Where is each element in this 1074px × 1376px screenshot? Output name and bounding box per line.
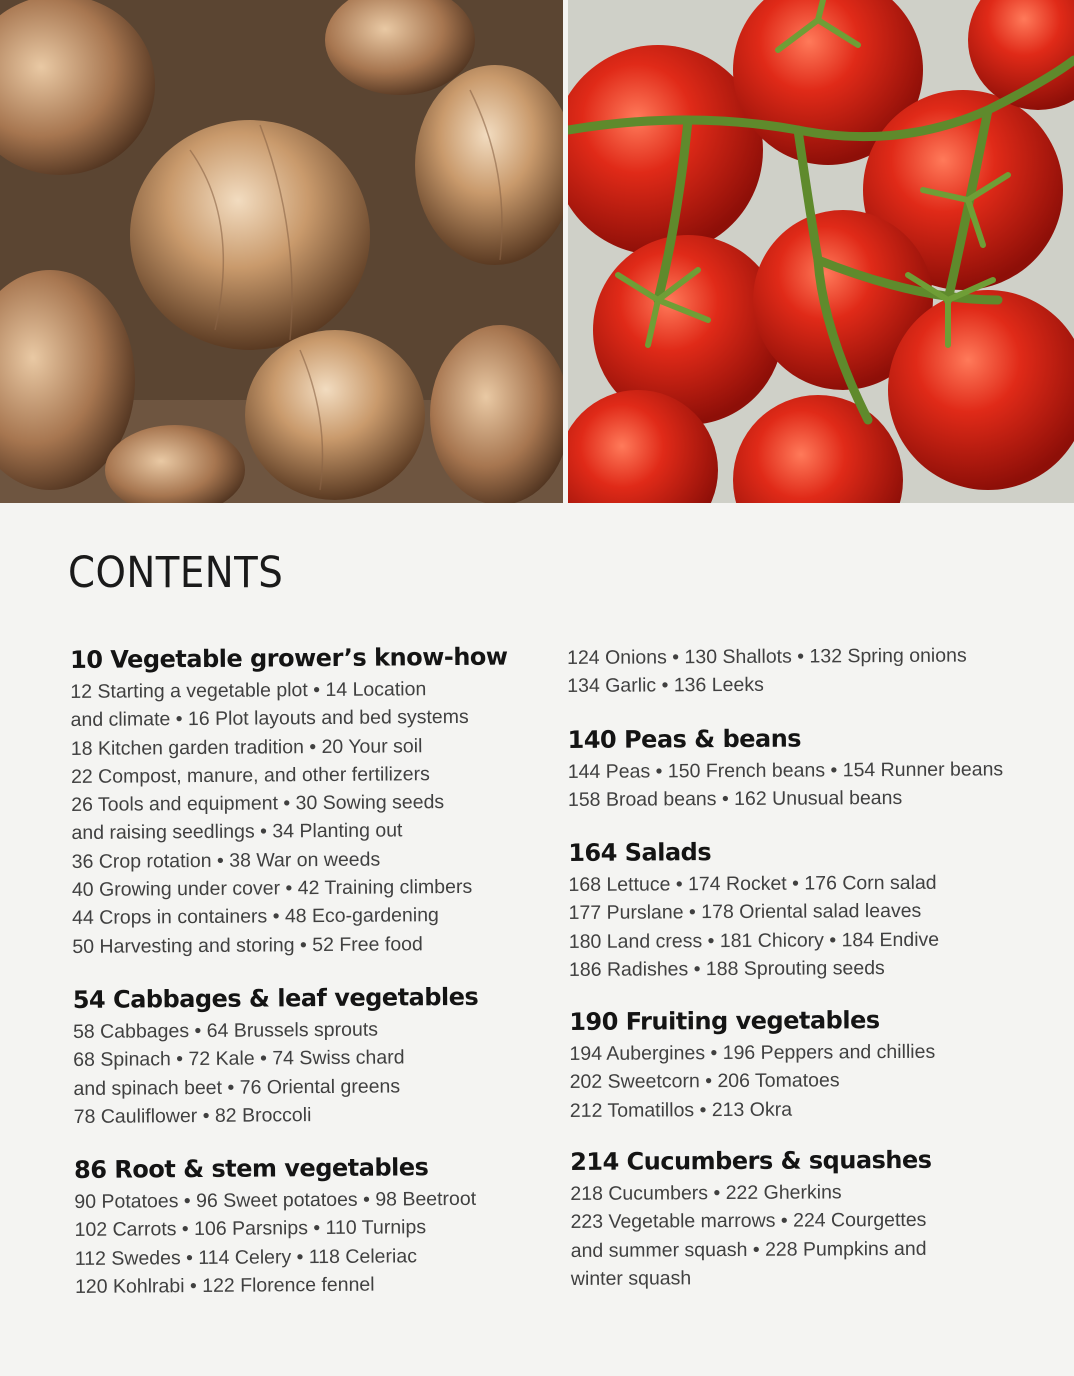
toc-line: 90 Potatoes • 96 Sweet potatoes • 98 Beetroot <box>74 1187 477 1213</box>
toc-section <box>570 1146 932 1293</box>
toc-line: 112 Swedes • 114 Celery • 118 Celeriac <box>74 1244 417 1270</box>
contents-left-column <box>70 642 540 1298</box>
toc-line: 158 Broad beans • 162 Unusual beans <box>567 787 903 812</box>
toc-line: 50 Harvesting and storing • 52 Free food <box>72 932 423 958</box>
toc-line: 44 Crops in containers • 48 Eco-gardening <box>72 904 439 930</box>
toc-line: 134 Garlic • 136 Leeks <box>567 674 764 698</box>
toc-section <box>568 837 939 984</box>
toc-line: 26 Tools and equipment • 30 Sowing seeds <box>71 791 445 817</box>
toc-line: 202 Sweetcorn • 206 Tomatoes <box>569 1069 840 1094</box>
toc-section <box>568 723 1004 814</box>
toc-line: 223 Vegetable marrows • 224 Courgettes <box>570 1209 927 1234</box>
toc-line: 36 Crop rotation • 38 War on weeds <box>71 848 381 873</box>
toc-line: and raising seedlings • 34 Planting out <box>71 819 403 845</box>
toc-line: 58 Cabbages • 64 Brussels sprouts <box>72 1018 379 1043</box>
toc-section-heading: 140 Peas & beans <box>567 724 802 754</box>
toc-section-heading: 164 Salads <box>568 838 712 867</box>
contents-right-column <box>567 641 1037 1290</box>
toc-line: 168 Lettuce • 174 Rocket • 176 Corn salad <box>568 871 937 896</box>
toc-line: 186 Radishes • 188 Sprouting seeds <box>568 956 885 981</box>
toc-section <box>70 643 510 961</box>
toc-line: and spinach beet • 76 Oriental greens <box>73 1075 401 1100</box>
toc-section <box>567 642 967 701</box>
toc-line: 124 Onions • 130 Shallots • 132 Spring onions <box>567 644 967 669</box>
toc-section <box>73 983 480 1131</box>
toc-line: and summer squash • 228 Pumpkins and <box>570 1237 927 1262</box>
toc-line: winter squash <box>570 1267 692 1290</box>
toc-line: 120 Kohlrabi • 122 Florence fennel <box>74 1273 375 1298</box>
tomatoes-photo <box>568 0 1074 503</box>
toc-line: 78 Cauliflower • 82 Broccoli <box>73 1104 312 1128</box>
toc-line: 40 Growing under cover • 42 Training climbers <box>71 875 473 902</box>
toc-section-heading: 190 Fruiting vegetables <box>569 1006 880 1036</box>
toc-section <box>569 1006 935 1125</box>
onions-photo <box>0 0 563 503</box>
toc-line: 144 Peas • 150 French beans • 154 Runner beans <box>567 758 1004 783</box>
toc-section-heading: 214 Cucumbers & squashes <box>570 1145 932 1176</box>
toc-line: 12 Starting a vegetable plot • 14 Location <box>70 678 427 703</box>
toc-section-heading: 54 Cabbages & leaf vegetables <box>72 982 479 1014</box>
toc-line: 180 Land cress • 181 Chicory • 184 Endive <box>568 928 940 953</box>
toc-line: 18 Kitchen garden tradition • 20 Your soil <box>70 734 423 760</box>
page-title: CONTENTS <box>68 548 284 598</box>
toc-line: 102 Carrots • 106 Parsnips • 110 Turnips <box>74 1216 427 1242</box>
toc-line: 218 Cucumbers • 222 Gherkins <box>570 1181 842 1205</box>
toc-line: 194 Aubergines • 196 Peppers and chillies <box>569 1040 936 1065</box>
photo-strip <box>0 0 1074 503</box>
toc-section-heading: 86 Root & stem vegetables <box>74 1153 429 1184</box>
toc-line: 68 Spinach • 72 Kale • 74 Swiss chard <box>73 1046 405 1072</box>
toc-line: and climate • 16 Plot layouts and bed systems <box>70 706 469 732</box>
toc-line: 177 Purslane • 178 Oriental salad leaves <box>568 900 922 925</box>
toc-line: 212 Tomatillos • 213 Okra <box>569 1098 793 1122</box>
toc-line: 22 Compost, manure, and other fertilizers <box>70 763 430 788</box>
toc-section <box>74 1153 477 1301</box>
toc-section-heading: 10 Vegetable grower’s know-how <box>70 642 508 674</box>
